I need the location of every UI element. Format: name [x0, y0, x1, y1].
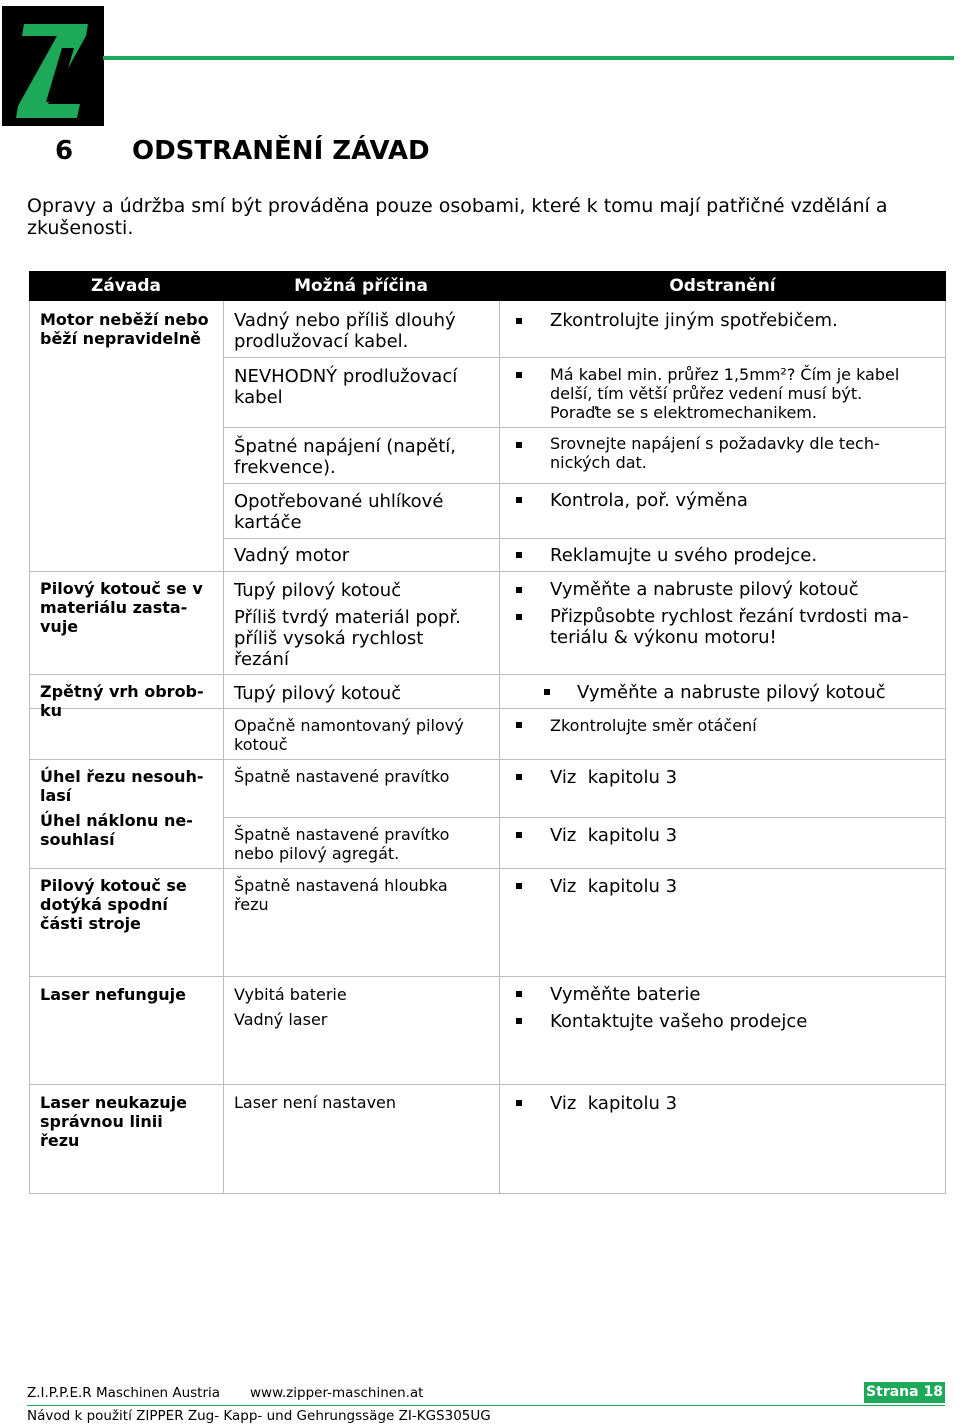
row-divider	[223, 427, 946, 428]
cause-line: Tupý pilový kotouč	[234, 683, 402, 704]
remedy-contact-dealer	[550, 1011, 807, 1032]
fault-kickback	[40, 682, 204, 720]
remedy-line: Vyměňte a nabruste pilový kotouč	[577, 682, 886, 703]
remedy-line: Zkontrolujte jiným spotřebičem.	[550, 310, 838, 331]
remedy-line: Vyměňte a nabruste pilový kotouč	[550, 579, 859, 600]
cause-dull-blade	[234, 580, 401, 601]
row-divider	[29, 571, 946, 572]
fault-line: běží nepravidelně	[40, 329, 201, 348]
bullet-icon	[516, 318, 522, 324]
footer-manual-title: Návod k použití ZIPPER Zug- Kapp- und Gehrungssäge ZI-KGS305UG	[27, 1408, 491, 1424]
cause-line: Laser není nastaven	[234, 1093, 397, 1112]
column-header-remedy: Odstranění	[669, 276, 776, 296]
fault-line: vuje	[40, 617, 79, 636]
cause-motor	[234, 545, 349, 566]
remedy-replace-battery	[550, 984, 700, 1005]
fault-line: Úhel řezu nesouh-	[40, 767, 204, 786]
bullet-icon	[516, 552, 522, 558]
remedy-see-chapter	[550, 767, 677, 788]
cause-line: kartáče	[234, 512, 302, 533]
fault-line: lasí	[40, 786, 72, 805]
fault-line: Zpětný vrh obrob-	[40, 682, 204, 701]
bullet-icon	[516, 722, 522, 728]
fault-line: Motor neběží nebo	[40, 310, 209, 329]
cause-line: Vadný nebo příliš dlouhý	[234, 310, 456, 331]
cause-line: Příliš tvrdý materiál popř.	[234, 607, 461, 628]
row-divider	[223, 817, 946, 818]
row-divider	[29, 976, 946, 977]
cause-line: řezání	[234, 649, 289, 670]
cause-line: Opotřebované uhlíkové	[234, 491, 444, 512]
cause-line: Vybitá baterie	[234, 985, 347, 1004]
intro-text: Opravy a údržba smí být prováděna pouze osobami, které k tomu mají patřičné vzdělání a zkušenosti.	[27, 195, 888, 239]
fault-line: Laser neukazuje	[40, 1093, 187, 1112]
remedy-line: delší, tím větší průřez vedení musí být.	[550, 384, 863, 403]
fault-laser-line	[40, 1093, 187, 1150]
cause-cable	[234, 310, 456, 352]
cause-fence-or-unit	[234, 825, 449, 863]
cause-line: kabel	[234, 387, 283, 408]
row-divider	[29, 1084, 946, 1085]
remedy-line: Viz kapitolu 3	[550, 876, 678, 897]
bullet-icon	[516, 442, 522, 448]
fault-motor	[40, 310, 209, 348]
cause-line: nebo pilový agregát.	[234, 844, 400, 863]
remedy-line: Poraďte se s elektromechanikem.	[550, 403, 817, 422]
bullet-icon	[516, 497, 522, 503]
cause-line: Špatně nastavená hloubka	[234, 876, 448, 895]
remedy-line: teriálu & výkonu motoru!	[550, 627, 777, 648]
cause-line: NEVHODNÝ prodlužovací	[234, 366, 458, 387]
row-divider	[29, 759, 946, 760]
section-heading	[55, 136, 430, 166]
row-divider	[29, 868, 946, 869]
cause-line: Tupý pilový kotouč	[234, 580, 402, 601]
fault-blade-stalls	[40, 579, 203, 636]
footer-website[interactable]: www.zipper-maschinen.at	[250, 1385, 424, 1401]
remedy-line: Má kabel min. průřez 1,5mm²? Čím je kabel	[550, 365, 900, 384]
bullet-icon	[516, 883, 522, 889]
page-number-badge: Strana 18	[864, 1382, 945, 1403]
remedy-sharpen-blade-2	[577, 682, 886, 703]
remedy-rotation	[550, 716, 757, 735]
bullet-icon	[516, 614, 522, 620]
remedy-see-chapter	[550, 1093, 677, 1114]
remedy-line: Viz kapitolu 3	[550, 1093, 678, 1114]
remedy-cable-section	[550, 365, 899, 422]
bullet-icon	[516, 1018, 522, 1024]
cause-line: prodlužovací kabel.	[234, 331, 409, 352]
cause-battery	[234, 985, 347, 1004]
cause-reversed-blade	[234, 716, 464, 754]
row-divider	[223, 538, 946, 539]
remedy-dealer-claim	[550, 545, 817, 566]
fault-line: řezu	[40, 1131, 80, 1150]
remedy-see-chapter	[550, 825, 677, 846]
fault-line: ku	[40, 701, 63, 720]
fault-line: materiálu zasta-	[40, 598, 188, 617]
remedy-line: Reklamujte u svého prodejce.	[550, 545, 818, 566]
table-border-right	[945, 301, 946, 1194]
cause-line: frekvence).	[234, 457, 336, 478]
remedy-line: Zkontrolujte směr otáčení	[550, 716, 757, 735]
fault-laser-not-working	[40, 985, 186, 1004]
fault-blade-touches	[40, 876, 187, 933]
remedy-adjust-speed	[550, 606, 909, 648]
cause-brushes	[234, 491, 443, 533]
header-rule	[103, 56, 954, 60]
remedy-line: Vyměňte baterie	[550, 984, 701, 1005]
remedy-line: nických dat.	[550, 453, 647, 472]
bullet-icon	[516, 1100, 522, 1106]
cause-line: Špatně nastavené pravítko	[234, 767, 450, 786]
row-divider	[223, 357, 946, 358]
bullet-icon	[544, 689, 550, 695]
section-title: ODSTRANĚNÍ ZÁVAD	[132, 136, 430, 166]
table-border-bottom	[29, 1193, 946, 1194]
cause-line: kotouč	[234, 735, 288, 754]
cause-unsuitable-cable	[234, 366, 457, 408]
bullet-icon	[516, 991, 522, 997]
cause-line: Vadný motor	[234, 545, 350, 566]
remedy-see-chapter	[550, 876, 677, 897]
fault-line: správnou linii	[40, 1112, 163, 1131]
remedy-sharpen-blade	[550, 579, 859, 600]
cause-hard-material	[234, 607, 461, 670]
remedy-line: Srovnejte napájení s požadavky dle tech-	[550, 434, 880, 453]
fault-cut-angle	[40, 767, 203, 805]
remedy-line: Kontaktujte vašeho prodejce	[550, 1011, 808, 1032]
zipper-logo	[2, 6, 104, 126]
column-divider	[499, 301, 500, 1194]
cause-dull-blade-2	[234, 683, 401, 704]
remedy-brushes	[550, 490, 748, 511]
fault-line: souhlasí	[40, 830, 115, 849]
bullet-icon	[516, 774, 522, 780]
cause-line: Špatné napájení (napětí,	[234, 436, 456, 457]
fault-line: Úhel náklonu ne-	[40, 811, 193, 830]
fault-tilt-angle	[40, 811, 193, 849]
cause-line: Špatně nastavené pravítko	[234, 825, 450, 844]
cause-fence	[234, 767, 449, 786]
cause-line: příliš vysoká rychlost	[234, 628, 424, 649]
cause-line: Opačně namontovaný pilový	[234, 716, 464, 735]
cause-depth	[234, 876, 448, 914]
column-header-cause: Možná příčina	[294, 276, 428, 296]
footer-company: Z.I.P.P.E.R Maschinen Austria	[27, 1385, 221, 1401]
remedy-line: Kontrola, poř. výměna	[550, 490, 748, 511]
remedy-line: Viz kapitolu 3	[550, 767, 678, 788]
cause-laser-adjust	[234, 1093, 396, 1112]
remedy-line: Přizpůsobte rychlost řezání tvrdosti ma-	[550, 606, 909, 627]
remedy-power-compare	[550, 434, 880, 472]
bullet-icon	[516, 832, 522, 838]
row-divider	[223, 483, 946, 484]
cause-laser	[234, 1010, 327, 1029]
fault-line: části stroje	[40, 914, 141, 933]
remedy-line: Viz kapitolu 3	[550, 825, 678, 846]
cause-power	[234, 436, 456, 478]
remedy-test-device	[550, 310, 838, 331]
fault-line: Laser nefunguje	[40, 985, 186, 1004]
column-divider	[223, 301, 224, 1194]
bullet-icon	[516, 587, 522, 593]
table-border-left	[29, 301, 30, 1194]
column-header-fault: Závada	[91, 276, 161, 296]
cause-line: řezu	[234, 895, 269, 914]
fault-line: Pilový kotouč se	[40, 876, 187, 895]
row-divider	[29, 674, 946, 675]
fault-line: dotýká spodní	[40, 895, 168, 914]
bullet-icon	[516, 372, 522, 378]
footer-rule	[27, 1405, 945, 1406]
cause-line: Vadný laser	[234, 1010, 328, 1029]
fault-line: Pilový kotouč se v	[40, 579, 203, 598]
section-number: 6	[55, 136, 74, 166]
